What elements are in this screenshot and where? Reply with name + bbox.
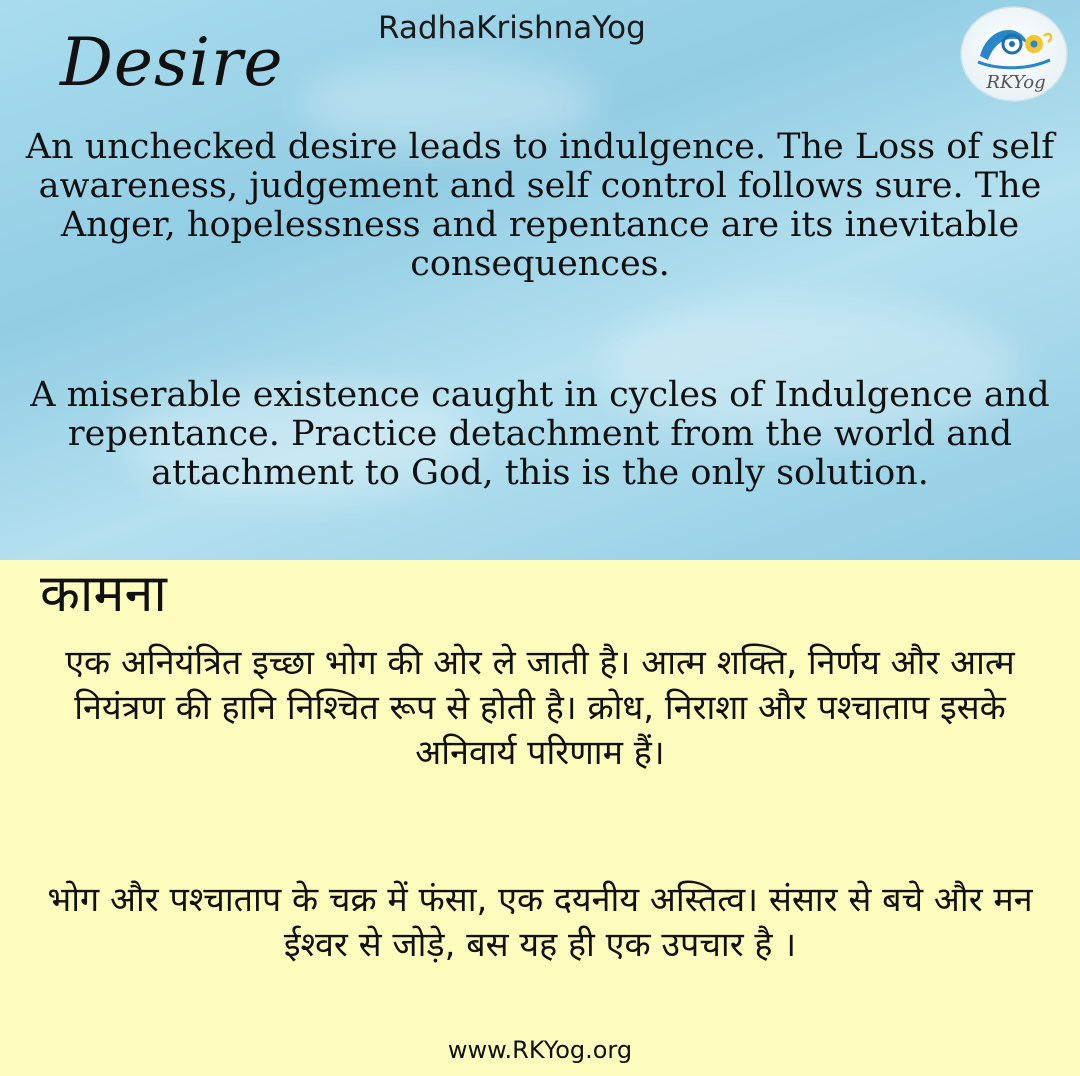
rkyog-logo bbox=[958, 4, 1070, 104]
page-title-hindi: कामना bbox=[40, 564, 167, 624]
english-paragraph-2: A miserable existence caught in cycles of Indulgence and repentance. Practice detachment from the world and attachment to God, this is the only solution. bbox=[30, 375, 1050, 493]
hindi-panel bbox=[0, 560, 1080, 1076]
hindi-paragraph-2: भोग और पश्चाताप के चक्र में फंसा, एक दयनीय अस्तित्व। संसार से बचे और मन ईश्वर से जोड़े, बस यह ही एक उपचार है । bbox=[47, 880, 1033, 965]
hindi-paragraph-1: एक अनियंत्रित इच्छा भोग की ओर ले जाती है। आत्म शक्ति, निर्णय और आत्म नियंत्रण की हानि निश्चित रूप से होती है। क्रोध, निराशा और पश्चाताप इसके अनिवार्य परिणाम हैं। bbox=[65, 643, 1015, 773]
logo-text: RKYog bbox=[986, 72, 1046, 93]
page-title-english: Desire bbox=[60, 24, 284, 101]
brand-name: RadhaKrishnaYog bbox=[378, 10, 646, 46]
english-paragraph-1: An unchecked desire leads to indulgence. The Loss of self awareness, judgement and self control follows sure. The Anger, hopelessness and repentance are its inevitable consequences. bbox=[25, 127, 1055, 284]
website-link[interactable]: www.RKYog.org bbox=[447, 1036, 633, 1064]
